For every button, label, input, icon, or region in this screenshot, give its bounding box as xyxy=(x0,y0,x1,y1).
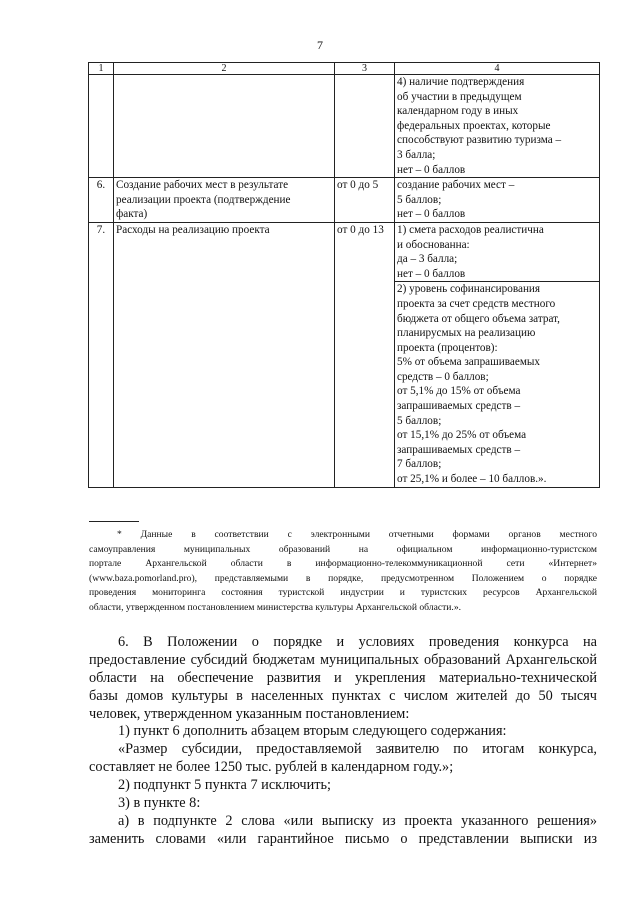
row-number: 7. xyxy=(89,222,114,487)
footnote-line: (www.baza.pomorland.pro), представляемыми в порядке, предусмотренном Положением о порядке xyxy=(89,572,597,584)
criteria-name xyxy=(114,178,335,223)
score-range: от 0 до 13 xyxy=(335,222,395,487)
body-line: 1) пункт 6 дополнить абзацем вторым следующего содержания: xyxy=(118,723,507,740)
scoring-line: 5% от объема запрашиваемых xyxy=(397,356,541,369)
scoring-line: 5 баллов; xyxy=(397,414,442,427)
footnote-line: проведения мониторинга состояния туристской индустрии и туристских ресурсов Архангельской xyxy=(89,587,597,598)
scoring-line: средств – 0 баллов; xyxy=(397,370,489,383)
scoring-line: 2) уровень софинансирования xyxy=(397,283,541,296)
criteria-name xyxy=(114,222,335,487)
scoring-line: от 15,1% до 25% от объема xyxy=(397,429,527,442)
scoring-line: об участии в предыдущем xyxy=(397,90,522,103)
criteria-name-line: Расходы на реализацию проекта xyxy=(116,223,270,236)
footnote-line: самоуправления муниципальных образований на официальном информационно-туристском xyxy=(89,543,597,555)
scoring-line: от 5,1% до 15% от объема xyxy=(397,385,521,398)
scoring-line: от 25,1% и более – 10 баллов.». xyxy=(397,473,547,486)
footnote-separator xyxy=(89,521,139,522)
scoring-line: создание рабочих мест – xyxy=(397,179,515,192)
body-line: а) в подпункте 2 слова «или выписку из проекта указанного решения» xyxy=(118,812,597,829)
page-number: 7 xyxy=(317,38,323,52)
body-line: 6. В Положении о порядке и условиях проведения конкурса на xyxy=(118,634,597,650)
table-row-7 xyxy=(89,222,600,281)
footnote-line: * Данные в соответствии с электронными отчетными формами органов местного xyxy=(117,529,597,540)
scoring-line: 3 балла; xyxy=(397,148,436,161)
body-text xyxy=(89,634,597,849)
scoring-line: 1) смета расходов реалистична xyxy=(397,223,544,236)
scoring-line: проекта за счет средств местного xyxy=(397,297,556,310)
body-line: 2) подпункт 5 пункта 7 исключить; xyxy=(118,777,331,794)
header-cell-3: 3 xyxy=(335,63,395,75)
header-cell-1: 1 xyxy=(89,63,114,75)
table-row-continued xyxy=(89,75,600,178)
scoring-line: и обоснованна: xyxy=(397,238,470,251)
body-line: предоставление субсидий бюджетам муниципальных образований Архангельской xyxy=(89,651,597,668)
scoring-line: проекта (процентов): xyxy=(397,341,498,354)
footnote-line: портале Архангельской области в информационно-телекоммуникационной сети «Интернет» xyxy=(89,558,597,569)
footnote xyxy=(89,528,597,615)
body-line: человек, утвержденном указанным постановлением: xyxy=(89,705,410,722)
criteria-scoring xyxy=(395,178,600,223)
body-line: базы домов культуры в населенных пунктах с числом жителей до 50 тысяч xyxy=(89,687,597,704)
scoring-line: планирусмых на реализацию xyxy=(397,327,536,340)
criteria-scoring-part-1 xyxy=(395,222,600,281)
scoring-line: нет – 0 баллов xyxy=(397,163,466,176)
score-range: от 0 до 5 xyxy=(335,178,395,223)
body-line: составляет не более 1250 тыс. рублей в календарном году.»; xyxy=(89,759,454,776)
scoring-line: нет – 0 баллов xyxy=(397,208,466,221)
criteria-table xyxy=(88,62,600,488)
header-cell-2: 2 xyxy=(114,63,335,75)
scoring-line: да – 3 балла; xyxy=(397,253,458,266)
criteria-name-line: Создание рабочих мест в результате xyxy=(116,179,289,192)
footnote-line: области, утвержденном постановлением министерства культуры Архангельской области.». xyxy=(89,601,462,613)
scoring-line: 5 баллов; xyxy=(397,193,442,206)
row-number: 6. xyxy=(89,178,114,223)
criteria-scoring-part-2 xyxy=(395,282,600,487)
table-header-row xyxy=(89,63,600,75)
header-cell-4: 4 xyxy=(395,63,600,75)
criteria-scoring xyxy=(395,75,600,178)
body-line: заменить словами «или гарантийное письмо о представлении выписки из xyxy=(89,830,597,847)
scoring-line: 4) наличие подтверждения xyxy=(397,76,525,88)
scoring-line: бюджета от общего объема затрат, xyxy=(397,312,560,325)
body-line: области на обеспечение развития и укрепления материально-технической xyxy=(89,669,597,686)
scoring-line: 7 баллов; xyxy=(397,458,442,471)
scoring-line: запрашиваемых средств – xyxy=(397,400,521,413)
scoring-line: запрашиваемых средств – xyxy=(397,443,521,456)
body-line: «Размер субсидии, предоставляемой заявителю по итогам конкурса, xyxy=(118,741,597,758)
criteria-name-line: факта) xyxy=(116,208,148,221)
scoring-line: федеральных проектах, которые xyxy=(397,119,551,132)
body-line: 3) в пункте 8: xyxy=(118,795,201,812)
scoring-line: нет – 0 баллов xyxy=(397,267,466,280)
scoring-line: способствуют развитию туризма – xyxy=(397,134,562,147)
criteria-name-line: реализации проекта (подтверждение xyxy=(116,193,291,206)
table-row-6 xyxy=(89,178,600,223)
scoring-line: календарном году в иных xyxy=(397,105,519,118)
